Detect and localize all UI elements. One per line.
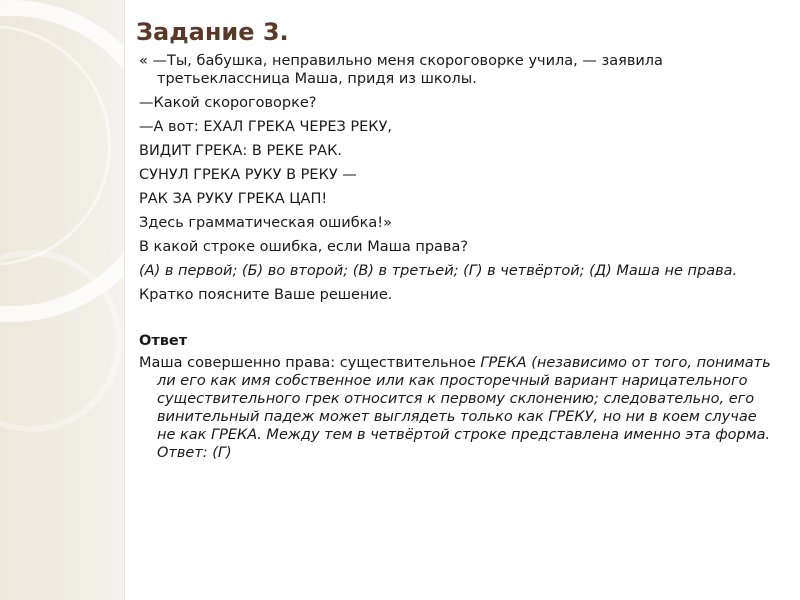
tongue-twister-line: РАК ЗА РУКУ ГРЕКА ЦАП! [139, 191, 328, 207]
answer-text-italic: ГРЕКА (независимо от того, понимать ли его как имя собственное или как просторечный вариант нарицательного существительного грек относится к первому склонению; следовательно, его винительный падеж может выглядеть только как ГРЕКУ, но ни в коем случае не как ГРЕКА. Между тем в четвёртой строке представлена именно эта форма. Ответ: (Г) [157, 355, 771, 461]
tongue-twister-line: СУНУЛ ГРЕКА РУКУ В РЕКУ — [139, 167, 357, 183]
task-question: В какой строке ошибка, если Маша права? [139, 239, 469, 255]
answer-heading: Ответ [139, 333, 188, 349]
answer-text-plain: Маша совершенно права: существительное [139, 355, 481, 371]
intro-paragraph: « —Ты, бабушка, неправильно меня скороговорке учила, — заявила третьеклассница Маша, придя из школы. [139, 53, 663, 87]
task-instruction: Кратко поясните Ваше решение. [139, 287, 393, 303]
slide-content [139, 52, 779, 462]
dialogue-question: —Какой скороговорке? [139, 95, 317, 111]
tongue-twister-line: —А вот: ЕХАЛ ГРЕКА ЧЕРЕЗ РЕКУ, [139, 119, 393, 135]
error-statement: Здесь грамматическая ошибка!» [139, 215, 392, 231]
tongue-twister-line: ВИДИТ ГРЕКА: В РЕКЕ РАК. [139, 143, 342, 159]
spacer [139, 310, 779, 332]
panel-divider [124, 0, 125, 600]
decorative-side-panel [0, 0, 124, 600]
answer-paragraph [139, 354, 779, 462]
slide-title: Задание 3. [136, 18, 289, 46]
answer-options: (А) в первой; (Б) во второй; (В) в третьей; (Г) в четвёртой; (Д) Маша не права. [139, 263, 738, 279]
